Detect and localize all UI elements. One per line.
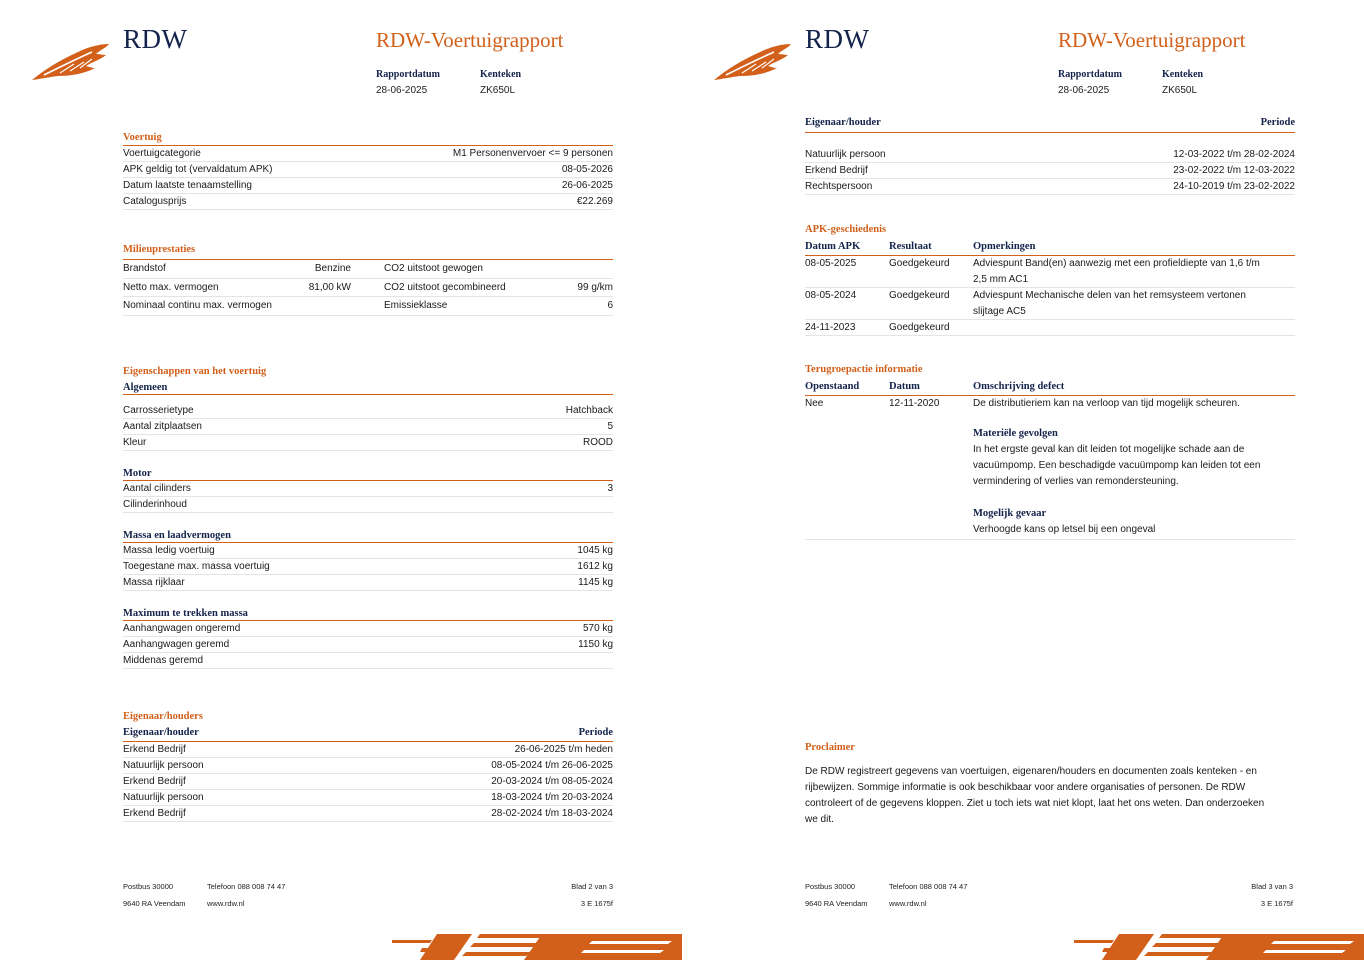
rdw-logo-text: RDW	[805, 24, 870, 54]
table-row	[123, 621, 613, 637]
table-row	[123, 653, 613, 669]
table-row	[123, 497, 613, 513]
table-row	[123, 790, 613, 806]
decorative-stripes-icon	[392, 934, 682, 960]
row-value: 1150 kg	[578, 639, 613, 650]
proclaimer-text	[805, 764, 1295, 828]
row-label: Erkend Bedrijf	[123, 744, 186, 755]
row-label: Middenas geremd	[123, 655, 204, 666]
section-eigenaren-continued	[805, 116, 1295, 195]
plate-block	[1162, 69, 1203, 96]
table-row	[123, 146, 613, 162]
column-header-result: Resultaat	[889, 241, 932, 252]
footer-doc-code: 3 E 1675f	[580, 899, 613, 908]
table-row	[805, 288, 1295, 320]
apk-notes: slijtage AC5	[973, 306, 1026, 317]
table-header	[805, 116, 1295, 133]
row-label: APK geldig tot (vervaldatum APK)	[123, 164, 273, 175]
table-row	[123, 178, 613, 194]
row-value: Hatchback	[565, 405, 613, 416]
table-row	[805, 320, 1295, 336]
recall-danger-title: Mogelijk gevaar	[973, 508, 1047, 519]
row-value: 3	[607, 483, 613, 494]
table-row	[123, 559, 613, 575]
row-value: 26-06-2025	[561, 180, 613, 191]
plate-label: Kenteken	[1162, 69, 1204, 80]
section-recall	[805, 364, 1295, 540]
proclaimer-line: De RDW registreert gegevens van voertuigen, eigenaren/houders en documenten zoals kenteken - en	[805, 766, 1257, 777]
row-value: 23-02-2022 t/m 12-03-2022	[1173, 165, 1295, 176]
table-row	[805, 256, 1295, 288]
proclaimer-line: rijbewijzen. Sommige informatie is ook beschikbaar voor andere organisaties of personen. De RDW	[805, 782, 1246, 793]
proclaimer-line: controleert of de gegevens kloppen. Ziet u toch iets wat niet klopt, laat het ons weten. Dan onderzoeken	[805, 798, 1265, 809]
apk-date: 24-11-2023	[805, 322, 856, 333]
column-header-date: Datum	[889, 381, 920, 392]
table-row	[123, 543, 613, 559]
row-label: Natuurlijk persoon	[123, 760, 204, 771]
row-value: 5	[607, 421, 613, 432]
row-value: 08-05-2026	[561, 164, 613, 175]
proclaimer-line: we dit.	[805, 814, 834, 825]
footer-address-line: 9640 RA Veendam	[805, 899, 868, 908]
apk-date: 08-05-2025	[805, 258, 857, 269]
row-label: Voertuigcategorie	[123, 148, 201, 159]
env-label: Emissieklasse	[384, 300, 448, 311]
table-row	[123, 260, 613, 279]
plate-block	[480, 69, 521, 96]
env-value: 81,00 kW	[308, 281, 351, 293]
plate-label: Kenteken	[480, 69, 522, 80]
footer-doc-code: 3 E 1675f	[1260, 899, 1293, 908]
rdw-feather-logo-icon	[712, 40, 792, 82]
rdw-logo-text: RDW	[123, 24, 188, 54]
row-label: Toegestane max. massa voertuig	[123, 561, 270, 572]
table-row	[123, 419, 613, 435]
row-label: Rechtspersoon	[805, 181, 873, 192]
footer-page-info	[571, 878, 613, 912]
footer-page-number: Blad 2 van 3	[571, 882, 613, 891]
section-eigenaren	[123, 711, 613, 822]
env-value: 99 g/km	[577, 281, 613, 293]
column-header-description: Omschrijving defect	[973, 381, 1065, 392]
report-date-value: 28-06-2025	[376, 85, 428, 96]
decorative-stripes-icon	[1074, 934, 1364, 960]
row-value: 24-10-2019 t/m 23-02-2022	[1173, 181, 1295, 192]
row-label: Cilinderinhoud	[123, 499, 187, 510]
table-header	[805, 239, 1295, 256]
section-title: Terugroepactie informatie	[805, 364, 923, 375]
apk-result: Goedgekeurd	[889, 258, 950, 269]
table-row	[123, 637, 613, 653]
table-row	[123, 481, 613, 497]
recall-open: Nee	[805, 398, 824, 409]
footer-address-line: Postbus 30000	[805, 882, 856, 891]
rdw-feather-logo-icon	[30, 40, 110, 82]
footer-address	[123, 878, 186, 912]
column-header-date: Datum APK	[805, 241, 861, 252]
report-page-3	[682, 0, 1364, 960]
env-value: Benzine	[314, 263, 351, 274]
subsection-title-algemeen: Algemeen	[123, 381, 613, 395]
row-label: Aantal zitplaatsen	[123, 421, 202, 432]
column-header-open: Openstaand	[805, 381, 860, 392]
row-value: €22.269	[576, 196, 613, 207]
row-value: 20-03-2024 t/m 08-05-2024	[491, 776, 613, 787]
footer-website-link[interactable]: www.rdw.nl	[207, 899, 245, 908]
apk-date: 08-05-2024	[805, 290, 857, 301]
row-label: Natuurlijk persoon	[123, 792, 204, 803]
row-value: 28-02-2024 t/m 18-03-2024	[491, 808, 613, 819]
table-row	[123, 403, 613, 419]
row-value: 18-03-2024 t/m 20-03-2024	[491, 792, 613, 803]
env-value: 6	[607, 300, 613, 311]
table-row	[123, 297, 613, 316]
section-title: APK-geschiedenis	[805, 224, 887, 235]
subsection-title-massa: Massa en laadvermogen	[123, 529, 613, 543]
env-label: CO2 uitstoot gewogen	[384, 263, 483, 274]
row-label: Kleur	[123, 437, 147, 448]
recall-consequences-text: vacuümpomp. Een beschadigde vacuümpomp kan leiden tot een	[973, 460, 1261, 471]
column-header-period: Periode	[578, 727, 613, 738]
row-value: ROOD	[583, 437, 613, 448]
column-header-owner: Eigenaar/houder	[123, 727, 199, 738]
row-value: 570 kg	[582, 623, 613, 634]
recall-description: De distributieriem kan na verloop van tijd mogelijk scheuren.	[973, 398, 1240, 409]
section-eigenschappen	[123, 366, 613, 669]
section-title: Eigenaar/houders	[123, 711, 203, 722]
row-label: Erkend Bedrijf	[123, 776, 186, 787]
env-label: Nominaal continu max. vermogen	[123, 300, 272, 311]
recall-consequences-text: In het ergste geval kan dit leiden tot mogelijke schade aan de	[973, 444, 1245, 455]
env-label: CO2 uitstoot gecombineerd	[384, 281, 506, 293]
report-title: RDW-Voertuigrapport	[1058, 28, 1246, 52]
row-label: Natuurlijk persoon	[805, 149, 886, 160]
table-header	[805, 379, 1295, 396]
report-date-block	[376, 69, 440, 96]
table-row	[805, 163, 1295, 179]
table-row	[123, 435, 613, 451]
row-label: Aantal cilinders	[123, 483, 191, 494]
apk-notes: Adviespunt Mechanische delen van het remsysteem vertonen	[973, 290, 1246, 301]
subsection-title-motor: Motor	[123, 467, 613, 481]
table-row	[123, 774, 613, 790]
plate-value: ZK650L	[480, 85, 516, 96]
row-value: 12-03-2022 t/m 28-02-2024	[1173, 149, 1295, 160]
footer-contact	[889, 878, 967, 912]
plate-value: ZK650L	[1162, 85, 1198, 96]
subsection-title-trekken: Maximum te trekken massa	[123, 607, 613, 621]
report-date-block	[1058, 69, 1122, 96]
row-label: Erkend Bedrijf	[805, 165, 868, 176]
footer-address-line: 9640 RA Veendam	[123, 899, 186, 908]
row-label: Erkend Bedrijf	[123, 808, 186, 819]
column-header-period: Periode	[1260, 117, 1295, 128]
row-label: Catalogusprijs	[123, 196, 187, 207]
section-voertuig	[123, 132, 613, 210]
row-label: Aanhangwagen geremd	[123, 639, 230, 650]
row-label: Carrosserietype	[123, 405, 194, 416]
column-header-notes: Opmerkingen	[973, 241, 1036, 252]
footer-address	[805, 878, 868, 912]
section-title: Voertuig	[123, 132, 613, 146]
footer-phone: Telefoon 088 008 74 47	[889, 882, 968, 891]
section-proclaimer	[805, 742, 1295, 828]
row-value: 08-05-2024 t/m 26-06-2025	[491, 760, 613, 771]
footer-page-info	[1251, 878, 1293, 912]
report-date-value: 28-06-2025	[1058, 85, 1110, 96]
table-row	[123, 162, 613, 178]
env-label: Brandstof	[123, 263, 166, 274]
apk-notes: Adviespunt Band(en) aanwezig met een profieldiepte van 1,6 t/m	[973, 258, 1260, 269]
table-row	[805, 179, 1295, 195]
apk-result: Goedgekeurd	[889, 290, 950, 301]
footer-page-number: Blad 3 van 3	[1251, 882, 1293, 891]
footer-website-link[interactable]: www.rdw.nl	[889, 899, 927, 908]
table-row	[123, 575, 613, 591]
apk-notes: 2,5 mm AC1	[973, 274, 1029, 285]
row-label: Datum laatste tenaamstelling	[123, 180, 252, 191]
footer-contact	[207, 878, 285, 912]
recall-date: 12-11-2020	[889, 398, 940, 409]
table-header	[123, 726, 613, 742]
row-value: 1145 kg	[578, 577, 613, 588]
section-milieuprestaties	[123, 244, 613, 316]
recall-consequences-title: Materiële gevolgen	[973, 428, 1058, 439]
column-header-owner: Eigenaar/houder	[805, 117, 881, 128]
recall-danger-text: Verhoogde kans op letsel bij een ongeval	[973, 524, 1156, 535]
table-row	[123, 742, 613, 758]
section-title: Milieuprestaties	[123, 244, 613, 260]
footer-address-line: Postbus 30000	[123, 882, 174, 891]
table-row	[805, 396, 1295, 540]
table-row	[805, 147, 1295, 163]
table-row	[123, 194, 613, 210]
row-value: M1 Personenvervoer <= 9 personen	[452, 148, 613, 159]
row-label: Massa rijklaar	[123, 577, 185, 588]
row-label: Massa ledig voertuig	[123, 545, 215, 556]
report-title: RDW-Voertuigrapport	[376, 28, 564, 52]
row-value: 26-06-2025 t/m heden	[514, 744, 613, 755]
section-title: Proclaimer	[805, 742, 855, 753]
table-row	[123, 806, 613, 822]
apk-result: Goedgekeurd	[889, 322, 950, 333]
report-date-label: Rapportdatum	[1058, 69, 1122, 80]
table-row	[123, 758, 613, 774]
table-row	[123, 279, 613, 298]
footer-phone: Telefoon 088 008 74 47	[207, 882, 286, 891]
report-date-label: Rapportdatum	[376, 69, 440, 80]
recall-consequences-text: vermindering of verlies van remondersteuning.	[973, 476, 1179, 487]
row-value: 1612 kg	[577, 561, 613, 572]
row-label: Aanhangwagen ongeremd	[123, 623, 241, 634]
env-label: Netto max. vermogen	[123, 281, 219, 293]
section-apk-history	[805, 224, 1295, 336]
row-value: 1045 kg	[577, 545, 613, 556]
section-title: Eigenschappen van het voertuig	[123, 366, 267, 377]
